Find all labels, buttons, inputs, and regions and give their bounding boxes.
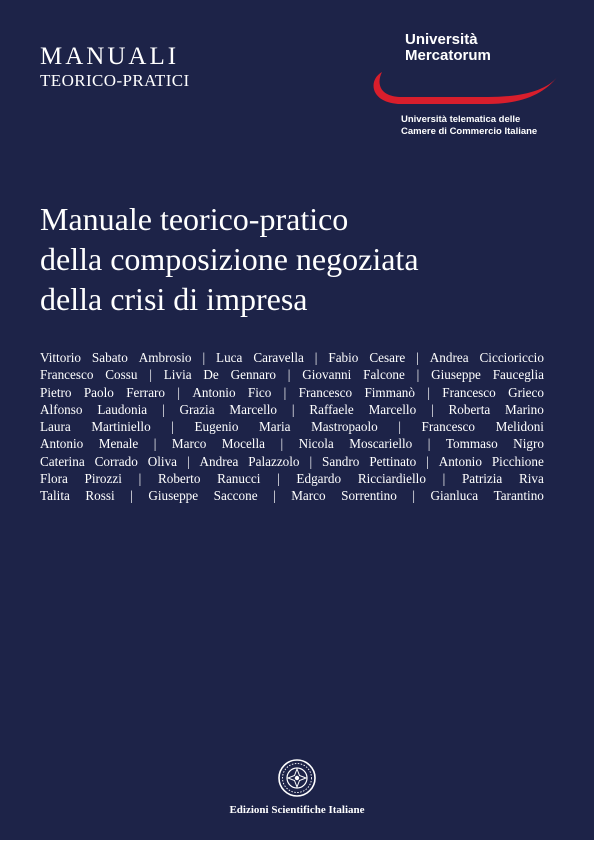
university-subtitle: Università telematica delle Camere di Commercio Italiane: [401, 114, 538, 137]
author-word: Flora: [40, 471, 68, 487]
university-logo: [368, 32, 568, 142]
author-word: Roberto: [157, 471, 201, 487]
author-word: Francesco: [298, 384, 353, 400]
author-word: Falcone: [363, 367, 405, 383]
author-separator: |: [171, 419, 174, 435]
author-word: Tommaso: [445, 436, 498, 452]
author-word: Antonio: [438, 453, 482, 469]
author-separator: |: [426, 453, 429, 469]
publisher: [0, 758, 594, 816]
author-word: Edgardo: [296, 471, 342, 487]
author-separator: |: [177, 384, 180, 400]
author-line: [40, 366, 544, 383]
author-word: Pietro: [40, 384, 72, 400]
author-word: Sandro: [322, 453, 360, 469]
author-word: Mocella: [221, 436, 265, 452]
author-word: Caravella: [253, 350, 304, 365]
author-word: Laudonia: [97, 401, 148, 417]
author-line: [40, 418, 544, 435]
author-line: [40, 401, 544, 418]
author-separator: |: [153, 436, 157, 452]
series-title: [40, 44, 190, 92]
author-word: Paolo: [83, 384, 114, 400]
author-line: [40, 384, 544, 401]
author-word: Ricciardiello: [357, 471, 426, 487]
author-separator: |: [431, 401, 434, 417]
author-separator: |: [138, 471, 142, 487]
author-word: Alfonso: [40, 401, 83, 417]
publisher-name: Edizioni Scientifiche Italiane: [229, 804, 365, 816]
author-word: Fabio: [328, 350, 359, 365]
author-separator: |: [309, 453, 313, 469]
author-word: Laura: [40, 419, 71, 435]
author-word: Francesco: [442, 384, 496, 400]
author-word: Grazia: [179, 401, 215, 417]
author-word: Tarantino: [493, 488, 544, 504]
author-word: Giovanni: [302, 367, 352, 383]
author-word: Marcello: [368, 401, 417, 417]
author-word: Antonio: [40, 436, 84, 452]
author-separator: |: [161, 401, 165, 417]
author-word: Eugenio: [194, 419, 239, 435]
title-line: della crisi di impresa: [40, 281, 308, 317]
author-word: Cesare: [369, 350, 406, 365]
book-title: [40, 199, 560, 319]
author-separator: |: [149, 367, 152, 383]
author-word: Nigro: [513, 436, 544, 452]
author-word: Pettinato: [369, 453, 417, 469]
author-word: Cossu: [105, 367, 138, 383]
author-word: Livia: [163, 367, 192, 383]
author-separator: |: [412, 488, 415, 504]
author-word: Rossi: [85, 488, 115, 504]
author-word: Andrea: [199, 453, 239, 469]
author-list: [40, 349, 544, 505]
author-word: Martiniello: [91, 419, 151, 435]
author-separator: |: [427, 384, 430, 400]
author-separator: |: [314, 350, 318, 365]
author-word: Ranucci: [217, 471, 261, 487]
author-word: Vittorio: [40, 350, 81, 365]
author-word: Sabato: [91, 350, 128, 365]
author-word: Raffaele: [309, 401, 354, 417]
author-word: Pirozzi: [84, 471, 122, 487]
author-word: Luca: [216, 350, 243, 365]
author-separator: |: [287, 367, 291, 383]
author-word: Andrea: [429, 350, 469, 365]
author-separator: |: [416, 350, 419, 365]
author-word: Giuseppe: [148, 488, 199, 504]
author-word: Antonio: [192, 384, 236, 400]
author-word: Sorrentino: [341, 488, 397, 504]
author-word: Gianluca: [430, 488, 479, 504]
author-word: Menale: [98, 436, 139, 452]
author-line: [40, 470, 544, 487]
author-word: Picchione: [491, 453, 544, 469]
author-word: Ciccioriccio: [479, 350, 544, 365]
author-line: [40, 453, 544, 470]
author-word: Caterina: [40, 453, 85, 469]
author-word: Maria: [259, 419, 291, 435]
author-word: Oliva: [147, 453, 178, 469]
author-separator: |: [427, 436, 431, 452]
author-word: Saccone: [213, 488, 258, 504]
author-word: Francesco: [40, 367, 94, 383]
author-word: Roberta: [448, 401, 491, 417]
author-word: Francesco: [421, 419, 476, 435]
author-word: Fauceglia: [492, 367, 544, 383]
author-word: Palazzolo: [248, 453, 300, 469]
author-word: Moscariello: [349, 436, 413, 452]
author-word: Giuseppe: [431, 367, 481, 383]
author-separator: |: [442, 471, 446, 487]
author-separator: |: [202, 350, 206, 365]
publisher-seal-icon: [277, 758, 317, 798]
author-separator: |: [277, 471, 280, 487]
author-word: Fico: [247, 384, 272, 400]
author-word: De: [203, 367, 219, 383]
author-word: Riva: [518, 471, 544, 487]
author-word: Marcello: [229, 401, 278, 417]
author-word: Marino: [505, 401, 544, 417]
author-word: Talita: [40, 488, 70, 504]
author-separator: |: [283, 384, 287, 400]
university-name: Università Mercatorum: [405, 31, 491, 64]
author-word: Ambrosio: [138, 350, 192, 365]
author-word: Gennaro: [230, 367, 276, 383]
author-separator: |: [416, 367, 420, 383]
author-word: Nicola: [298, 436, 334, 452]
author-word: Marco: [291, 488, 326, 504]
author-word: Patrizia: [461, 471, 503, 487]
author-separator: |: [398, 419, 401, 435]
series-subtitle: TEORICO-PRATICI: [40, 71, 190, 90]
series-name: MANUALI: [40, 43, 180, 70]
university-swoosh-icon: [368, 70, 564, 112]
author-separator: |: [186, 453, 190, 469]
author-separator: |: [130, 488, 133, 504]
author-word: Ferraro: [126, 384, 166, 400]
author-word: Grieco: [508, 384, 544, 400]
author-word: Mastropaolo: [311, 419, 378, 435]
author-line: [40, 487, 544, 504]
title-line: della composizione negoziata: [40, 241, 419, 277]
author-line: [40, 349, 544, 366]
author-word: Melidoni: [495, 419, 544, 435]
author-line: [40, 435, 544, 452]
title-line: Manuale teorico-pratico: [40, 201, 349, 237]
author-word: Corrado: [94, 453, 138, 469]
author-separator: |: [291, 401, 295, 417]
author-separator: |: [280, 436, 284, 452]
author-word: Marco: [171, 436, 207, 452]
author-separator: |: [273, 488, 276, 504]
author-word: Fimmanò: [364, 384, 415, 400]
